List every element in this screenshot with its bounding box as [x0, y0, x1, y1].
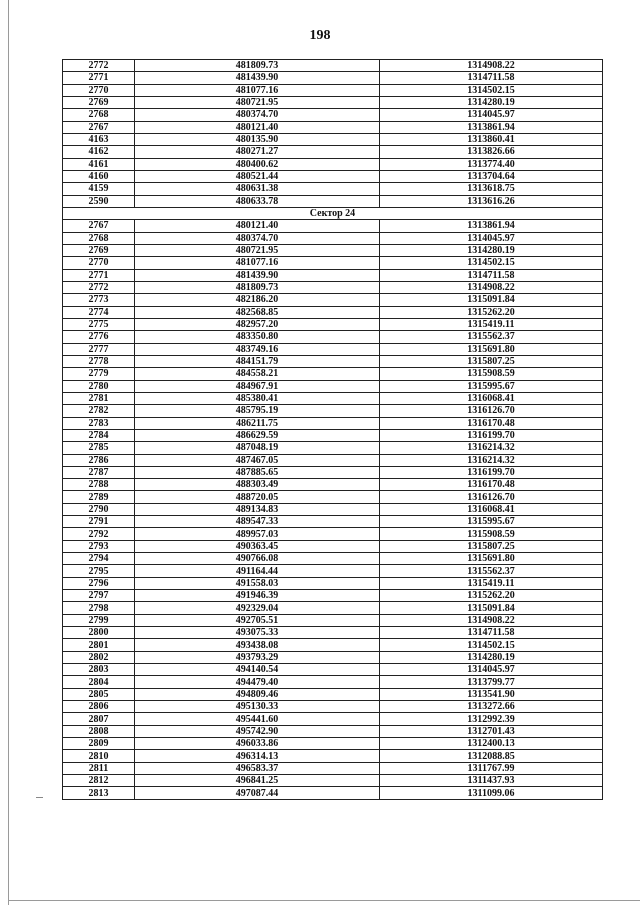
point-number-cell: 2789: [63, 491, 135, 503]
table-row: [63, 442, 603, 454]
table-row: [63, 331, 603, 343]
table-row: [63, 590, 603, 602]
table-row: [63, 516, 603, 528]
x-coordinate-cell: 491558.03: [135, 577, 380, 589]
x-coordinate-cell: 483749.16: [135, 343, 380, 355]
x-coordinate-cell: 480631.38: [135, 183, 380, 195]
table-row: [63, 84, 603, 96]
point-number-cell: 2794: [63, 553, 135, 565]
x-coordinate-cell: 491164.44: [135, 565, 380, 577]
y-coordinate-cell: 1314045.97: [380, 664, 603, 676]
table-row: [63, 787, 603, 799]
y-coordinate-cell: 1316068.41: [380, 503, 603, 515]
page-left-edge: [8, 0, 9, 905]
x-coordinate-cell: 496033.86: [135, 738, 380, 750]
x-coordinate-cell: 496841.25: [135, 775, 380, 787]
x-coordinate-cell: 487885.65: [135, 466, 380, 478]
table-row: [63, 368, 603, 380]
point-number-cell: 2781: [63, 392, 135, 404]
table-row: [63, 651, 603, 663]
y-coordinate-cell: 1313861.94: [380, 121, 603, 133]
table-row: [63, 158, 603, 170]
table-row: [63, 479, 603, 491]
point-number-cell: 2772: [63, 60, 135, 72]
x-coordinate-cell: 493075.33: [135, 627, 380, 639]
x-coordinate-cell: 484967.91: [135, 380, 380, 392]
point-number-cell: 2774: [63, 306, 135, 318]
y-coordinate-cell: 1315419.11: [380, 577, 603, 589]
y-coordinate-cell: 1314908.22: [380, 60, 603, 72]
table-row: [63, 306, 603, 318]
x-coordinate-cell: 494479.40: [135, 676, 380, 688]
y-coordinate-cell: 1314711.58: [380, 72, 603, 84]
y-coordinate-cell: 1315562.37: [380, 331, 603, 343]
table-row: [63, 72, 603, 84]
point-number-cell: 2772: [63, 281, 135, 293]
table-row: [63, 540, 603, 552]
x-coordinate-cell: 481077.16: [135, 257, 380, 269]
point-number-cell: 2771: [63, 72, 135, 84]
y-coordinate-cell: 1312088.85: [380, 750, 603, 762]
table-row: [63, 491, 603, 503]
point-number-cell: 2776: [63, 331, 135, 343]
y-coordinate-cell: 1313616.26: [380, 195, 603, 207]
table-row: [63, 355, 603, 367]
y-coordinate-cell: 1315807.25: [380, 540, 603, 552]
table-body-before-sector: [63, 60, 603, 208]
table-row: [63, 602, 603, 614]
x-coordinate-cell: 485380.41: [135, 392, 380, 404]
x-coordinate-cell: 492705.51: [135, 614, 380, 626]
point-number-cell: 2813: [63, 787, 135, 799]
y-coordinate-cell: 1313272.66: [380, 701, 603, 713]
y-coordinate-cell: 1316214.32: [380, 454, 603, 466]
table-row: [63, 392, 603, 404]
table-row: [63, 750, 603, 762]
table-row: [63, 577, 603, 589]
point-number-cell: 2796: [63, 577, 135, 589]
y-coordinate-cell: 1312701.43: [380, 725, 603, 737]
y-coordinate-cell: 1315262.20: [380, 306, 603, 318]
table-row: [63, 318, 603, 330]
point-number-cell: 4161: [63, 158, 135, 170]
table-row: [63, 417, 603, 429]
x-coordinate-cell: 495441.60: [135, 713, 380, 725]
table-row: [63, 627, 603, 639]
point-number-cell: 2799: [63, 614, 135, 626]
y-coordinate-cell: 1316170.48: [380, 417, 603, 429]
point-number-cell: 2770: [63, 257, 135, 269]
point-number-cell: 2787: [63, 466, 135, 478]
y-coordinate-cell: 1311099.06: [380, 787, 603, 799]
table-row: [63, 294, 603, 306]
point-number-cell: 2806: [63, 701, 135, 713]
coordinates-table: [62, 59, 603, 800]
point-number-cell: 2792: [63, 528, 135, 540]
x-coordinate-cell: 481809.73: [135, 60, 380, 72]
x-coordinate-cell: 490766.08: [135, 553, 380, 565]
point-number-cell: 2771: [63, 269, 135, 281]
point-number-cell: 2793: [63, 540, 135, 552]
x-coordinate-cell: 489547.33: [135, 516, 380, 528]
point-number-cell: 2768: [63, 109, 135, 121]
y-coordinate-cell: 1315807.25: [380, 355, 603, 367]
x-coordinate-cell: 480121.40: [135, 121, 380, 133]
table-row: [63, 676, 603, 688]
point-number-cell: 2783: [63, 417, 135, 429]
point-number-cell: 2791: [63, 516, 135, 528]
x-coordinate-cell: 480721.95: [135, 244, 380, 256]
point-number-cell: 2804: [63, 676, 135, 688]
table-row: [63, 281, 603, 293]
y-coordinate-cell: 1316199.70: [380, 466, 603, 478]
point-number-cell: 2800: [63, 627, 135, 639]
point-number-cell: 2768: [63, 232, 135, 244]
table-row: [63, 60, 603, 72]
point-number-cell: 2788: [63, 479, 135, 491]
y-coordinate-cell: 1315908.59: [380, 368, 603, 380]
table-row: [63, 405, 603, 417]
x-coordinate-cell: 487467.05: [135, 454, 380, 466]
y-coordinate-cell: 1315691.80: [380, 343, 603, 355]
point-number-cell: 2812: [63, 775, 135, 787]
y-coordinate-cell: 1316199.70: [380, 429, 603, 441]
point-number-cell: 2785: [63, 442, 135, 454]
x-coordinate-cell: 494809.46: [135, 688, 380, 700]
point-number-cell: 2590: [63, 195, 135, 207]
y-coordinate-cell: 1314280.19: [380, 96, 603, 108]
point-number-cell: 2805: [63, 688, 135, 700]
page-number: 198: [309, 28, 331, 43]
x-coordinate-cell: 482186.20: [135, 294, 380, 306]
table-row: [63, 343, 603, 355]
x-coordinate-cell: 482957.20: [135, 318, 380, 330]
table-row: [63, 701, 603, 713]
y-coordinate-cell: 1315562.37: [380, 565, 603, 577]
table-body-after-sector: [63, 220, 603, 799]
point-number-cell: 2769: [63, 96, 135, 108]
point-number-cell: 2808: [63, 725, 135, 737]
table-row: [63, 269, 603, 281]
x-coordinate-cell: 495742.90: [135, 725, 380, 737]
x-coordinate-cell: 487048.19: [135, 442, 380, 454]
y-coordinate-cell: 1314711.58: [380, 269, 603, 281]
x-coordinate-cell: 495130.33: [135, 701, 380, 713]
table-row: [63, 503, 603, 515]
point-number-cell: 2811: [63, 762, 135, 774]
point-number-cell: 2809: [63, 738, 135, 750]
x-coordinate-cell: 480121.40: [135, 220, 380, 232]
table-row: [63, 454, 603, 466]
x-coordinate-cell: 481439.90: [135, 269, 380, 281]
x-coordinate-cell: 490363.45: [135, 540, 380, 552]
x-coordinate-cell: 483350.80: [135, 331, 380, 343]
x-coordinate-cell: 492329.04: [135, 602, 380, 614]
x-coordinate-cell: 486211.75: [135, 417, 380, 429]
y-coordinate-cell: 1313860.41: [380, 133, 603, 145]
y-coordinate-cell: 1311767.99: [380, 762, 603, 774]
x-coordinate-cell: 489134.83: [135, 503, 380, 515]
table-row: [63, 195, 603, 207]
y-coordinate-cell: 1315995.67: [380, 380, 603, 392]
table-row: [63, 244, 603, 256]
point-number-cell: 2778: [63, 355, 135, 367]
table-row: [63, 713, 603, 725]
point-number-cell: 2784: [63, 429, 135, 441]
point-number-cell: 4159: [63, 183, 135, 195]
point-number-cell: 2786: [63, 454, 135, 466]
x-coordinate-cell: 480374.70: [135, 109, 380, 121]
x-coordinate-cell: 491946.39: [135, 590, 380, 602]
y-coordinate-cell: 1314045.97: [380, 232, 603, 244]
y-coordinate-cell: 1315262.20: [380, 590, 603, 602]
y-coordinate-cell: 1315691.80: [380, 553, 603, 565]
y-coordinate-cell: 1315995.67: [380, 516, 603, 528]
x-coordinate-cell: 489957.03: [135, 528, 380, 540]
table-row: [63, 688, 603, 700]
x-coordinate-cell: 484558.21: [135, 368, 380, 380]
x-coordinate-cell: 480374.70: [135, 232, 380, 244]
y-coordinate-cell: 1315908.59: [380, 528, 603, 540]
point-number-cell: 2810: [63, 750, 135, 762]
sector-heading: Сектор 24: [63, 207, 603, 219]
sector-heading-row: [63, 207, 603, 219]
point-number-cell: 2798: [63, 602, 135, 614]
y-coordinate-cell: 1313799.77: [380, 676, 603, 688]
y-coordinate-cell: 1314711.58: [380, 627, 603, 639]
point-number-cell: 2767: [63, 220, 135, 232]
table-row: [63, 775, 603, 787]
y-coordinate-cell: 1314502.15: [380, 84, 603, 96]
x-coordinate-cell: 496314.13: [135, 750, 380, 762]
point-number-cell: 4160: [63, 170, 135, 182]
table-row: [63, 565, 603, 577]
table-row: [63, 220, 603, 232]
y-coordinate-cell: 1313618.75: [380, 183, 603, 195]
y-coordinate-cell: 1314502.15: [380, 639, 603, 651]
table-row: [63, 429, 603, 441]
x-coordinate-cell: 488303.49: [135, 479, 380, 491]
point-number-cell: 2769: [63, 244, 135, 256]
y-coordinate-cell: 1314280.19: [380, 651, 603, 663]
table-row: [63, 380, 603, 392]
table-row: [63, 109, 603, 121]
point-number-cell: 2767: [63, 121, 135, 133]
table-row: [63, 762, 603, 774]
y-coordinate-cell: 1314908.22: [380, 281, 603, 293]
x-coordinate-cell: 493438.08: [135, 639, 380, 651]
y-coordinate-cell: 1313541.90: [380, 688, 603, 700]
y-coordinate-cell: 1316068.41: [380, 392, 603, 404]
x-coordinate-cell: 481077.16: [135, 84, 380, 96]
x-coordinate-cell: 493793.29: [135, 651, 380, 663]
point-number-cell: 2801: [63, 639, 135, 651]
x-coordinate-cell: 480633.78: [135, 195, 380, 207]
y-coordinate-cell: 1314908.22: [380, 614, 603, 626]
table-row: [63, 466, 603, 478]
x-coordinate-cell: 480721.95: [135, 96, 380, 108]
x-coordinate-cell: 484151.79: [135, 355, 380, 367]
x-coordinate-cell: 480521.44: [135, 170, 380, 182]
y-coordinate-cell: 1316126.70: [380, 491, 603, 503]
margin-mark: [36, 797, 43, 798]
table-row: [63, 96, 603, 108]
table-row: [63, 232, 603, 244]
table-row: [63, 664, 603, 676]
sector-section: [63, 207, 603, 219]
table-row: [63, 133, 603, 145]
y-coordinate-cell: 1316170.48: [380, 479, 603, 491]
point-number-cell: 2770: [63, 84, 135, 96]
table-row: [63, 614, 603, 626]
table-row: [63, 725, 603, 737]
x-coordinate-cell: 497087.44: [135, 787, 380, 799]
y-coordinate-cell: 1313826.66: [380, 146, 603, 158]
y-coordinate-cell: 1316126.70: [380, 405, 603, 417]
x-coordinate-cell: 494140.54: [135, 664, 380, 676]
y-coordinate-cell: 1315091.84: [380, 294, 603, 306]
y-coordinate-cell: 1311437.93: [380, 775, 603, 787]
point-number-cell: 2782: [63, 405, 135, 417]
x-coordinate-cell: 481809.73: [135, 281, 380, 293]
y-coordinate-cell: 1314280.19: [380, 244, 603, 256]
y-coordinate-cell: 1316214.32: [380, 442, 603, 454]
point-number-cell: 2780: [63, 380, 135, 392]
x-coordinate-cell: 480135.90: [135, 133, 380, 145]
y-coordinate-cell: 1313774.40: [380, 158, 603, 170]
table-row: [63, 639, 603, 651]
table-row: [63, 121, 603, 133]
y-coordinate-cell: 1315419.11: [380, 318, 603, 330]
x-coordinate-cell: 480400.62: [135, 158, 380, 170]
table-row: [63, 257, 603, 269]
x-coordinate-cell: 496583.37: [135, 762, 380, 774]
point-number-cell: 2795: [63, 565, 135, 577]
point-number-cell: 2775: [63, 318, 135, 330]
y-coordinate-cell: 1312400.13: [380, 738, 603, 750]
point-number-cell: 2773: [63, 294, 135, 306]
point-number-cell: 2807: [63, 713, 135, 725]
point-number-cell: 2802: [63, 651, 135, 663]
point-number-cell: 4163: [63, 133, 135, 145]
table-row: [63, 183, 603, 195]
x-coordinate-cell: 486629.59: [135, 429, 380, 441]
point-number-cell: 2797: [63, 590, 135, 602]
x-coordinate-cell: 485795.19: [135, 405, 380, 417]
point-number-cell: 2779: [63, 368, 135, 380]
point-number-cell: 2777: [63, 343, 135, 355]
x-coordinate-cell: 488720.05: [135, 491, 380, 503]
table-row: [63, 528, 603, 540]
point-number-cell: 2790: [63, 503, 135, 515]
x-coordinate-cell: 481439.90: [135, 72, 380, 84]
table-row: [63, 146, 603, 158]
x-coordinate-cell: 482568.85: [135, 306, 380, 318]
y-coordinate-cell: 1315091.84: [380, 602, 603, 614]
y-coordinate-cell: 1313704.64: [380, 170, 603, 182]
table-row: [63, 553, 603, 565]
table-row: [63, 738, 603, 750]
y-coordinate-cell: 1314045.97: [380, 109, 603, 121]
x-coordinate-cell: 480271.27: [135, 146, 380, 158]
table-row: [63, 170, 603, 182]
y-coordinate-cell: 1312992.39: [380, 713, 603, 725]
y-coordinate-cell: 1314502.15: [380, 257, 603, 269]
page-bottom-edge: [8, 900, 640, 901]
point-number-cell: 2803: [63, 664, 135, 676]
y-coordinate-cell: 1313861.94: [380, 220, 603, 232]
point-number-cell: 4162: [63, 146, 135, 158]
